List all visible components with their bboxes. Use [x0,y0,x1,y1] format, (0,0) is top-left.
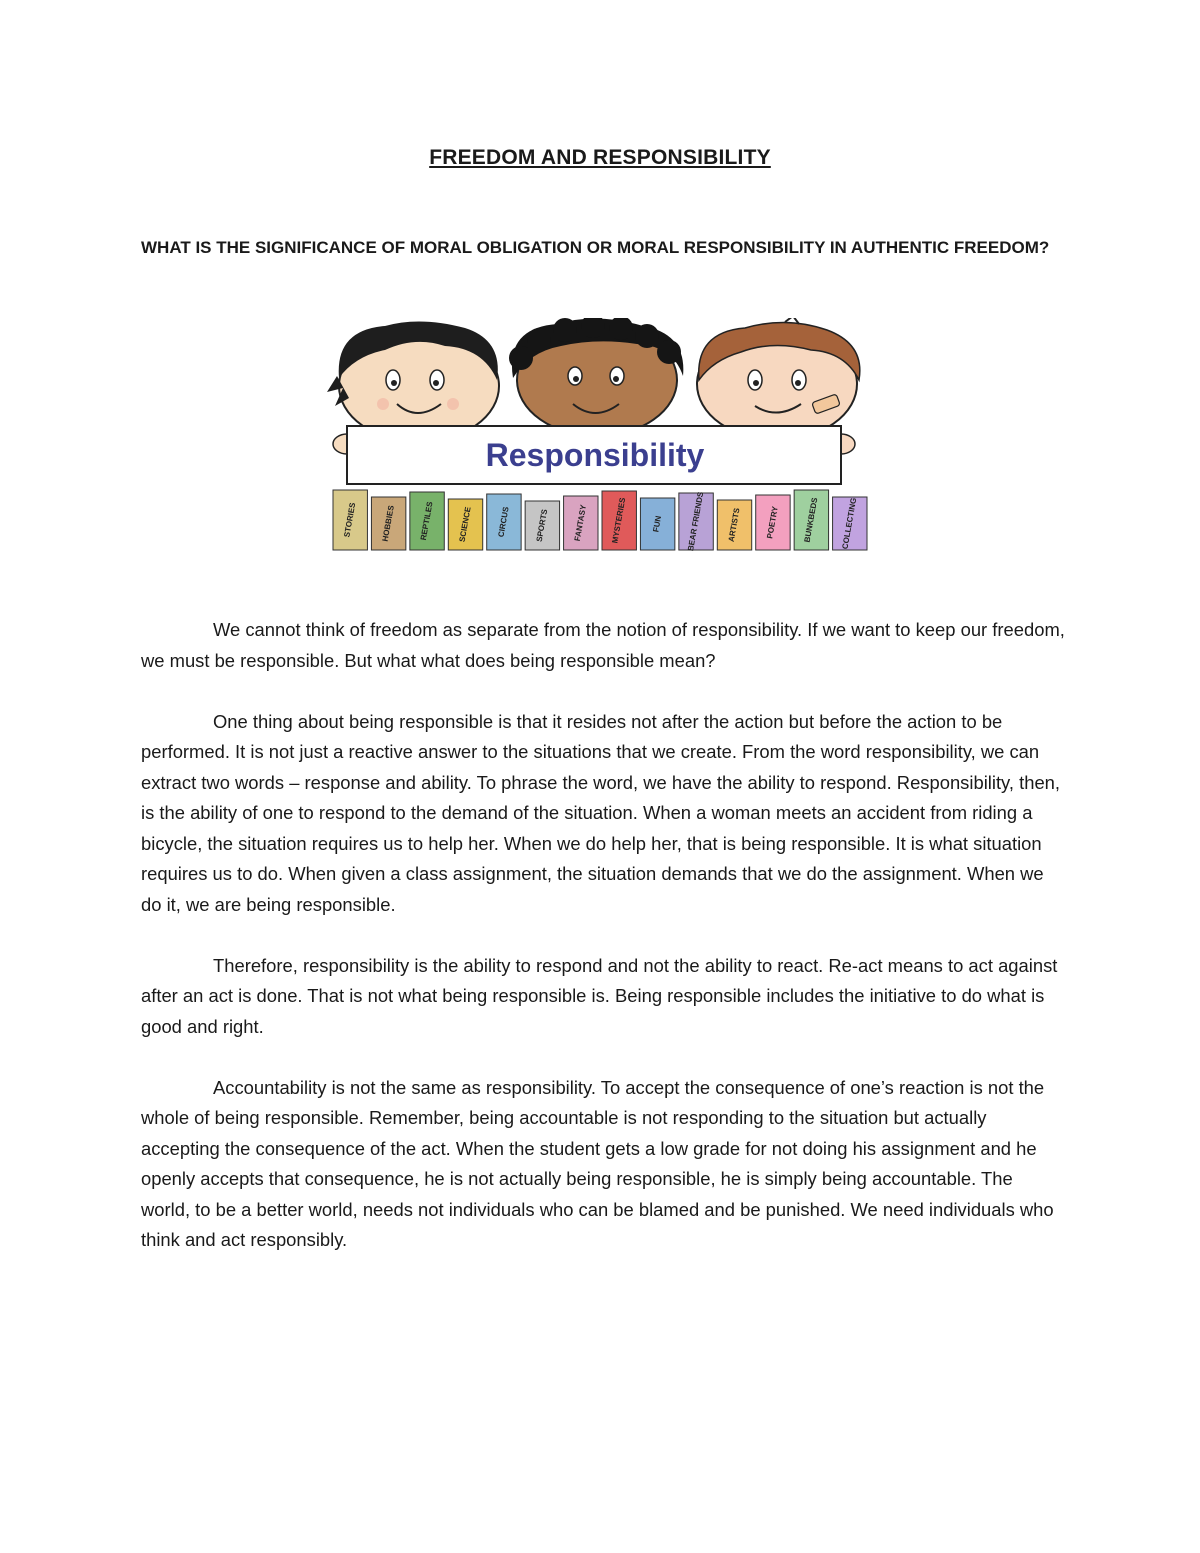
paragraph-1: We cannot think of freedom as separate from the notion of responsibility. If we want to keep our freedom, we must be responsible. But what what does being responsible mean? [141,619,1065,671]
book-label: ARTISTS [726,507,742,543]
book-label: CIRCUS [496,506,511,538]
books-row [333,490,867,552]
book-label: SCIENCE [457,506,473,543]
responsibility-illustration [325,318,875,552]
book-label: FANTASY [572,504,589,542]
section-question: WHAT IS THE SIGNIFICANCE OF MORAL OBLIGATION OR MORAL RESPONSIBILITY IN AUTHENTIC FREEDOM? [141,238,1050,257]
book-label: MYSTERIES [610,496,628,544]
body-text [141,615,1066,1286]
book-label: FUN [651,515,664,533]
paragraph-2: One thing about being responsible is that it resides not after the action but before the action to be performed. It is not just a reactive answer to the situations that we create. From the word responsibility, we can extract two words – response and ability. To phrase the word, we have the ability to respond. Responsibility, then, is the ability of one to respond to the demand of the situation. When a woman meets an accident from riding a bicycle, the situation requires us to help her. When we do help her, that is being responsible. It is what situation requires us to do. When given a class assignment, the situation demands that we do the assignment. When we do it, we are being responsible. [141,710,1061,915]
book-label: BUNKBEDS [802,496,820,544]
banner-sign [333,426,855,484]
book-label: STORIES [342,501,358,538]
left-child-illustration [327,321,499,442]
book-label: REPTILES [418,500,435,541]
paragraph-4: Accountability is not the same as responsibility. To accept the consequence of one’s reaction is not the whole of being responsible. Remember, being accountable is not responding to the situation but actually accepting the consequence of the act. When the student gets a low grade for not doing his assignment and he openly accepts that consequence, he is not actually being responsible, he is simply being accountable. The world, to be a better world, needs not individuals who can be blamed and be punished. We need individuals who think and act responsibly. [141,1076,1054,1250]
book-label: COLLECTING [840,497,859,550]
right-child-illustration [697,318,860,440]
banner-text: Responsibility [485,437,705,473]
paragraph-3: Therefore, responsibility is the ability to respond and not the ability to react. Re-act means to act against after an act is done. That is not what being responsible is. Being responsible includes the initiative to do what is good and right. [141,954,1058,1037]
book-label: POETRY [765,505,780,540]
document-title: FREEDOM AND RESPONSIBILITY [429,146,771,169]
book-label: SPORTS [534,508,550,543]
book-label: HOBBIES [380,504,396,543]
book-label: BEAR FRIENDS [686,491,706,552]
middle-child-illustration [509,318,683,436]
